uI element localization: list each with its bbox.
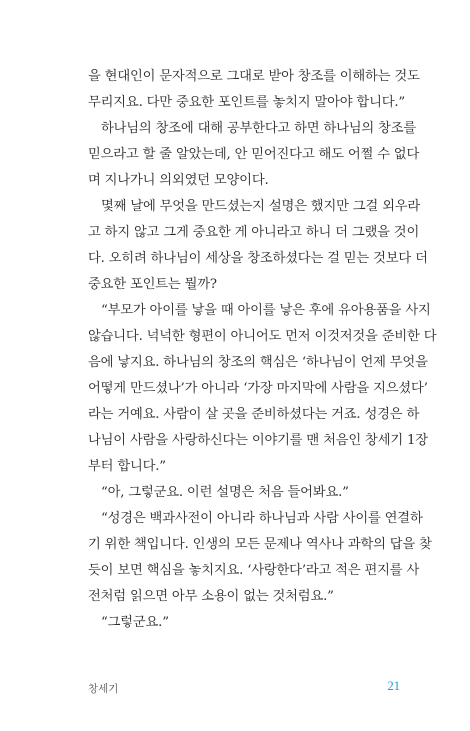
text-line: 하나님의 창조에 대해 공부한다고 하면 하나님의 창조를: [101, 121, 416, 136]
text-line: 않습니다. 넉넉한 형편이 아니어도 먼저 이것저것을 준비한 다: [88, 329, 437, 344]
running-footer-title: 창세기: [88, 683, 119, 695]
text-line: 기 위한 책입니다. 인생의 모든 문제나 역사나 과학의 답을 찾: [88, 537, 432, 552]
text-line: 며 지나가니 의외였던 모양이다.: [88, 173, 269, 188]
text-line: 다. 오히려 하나님이 세상을 창조하셨다는 걸 믿는 것보다 더: [88, 251, 428, 266]
text-line: “성경은 백과사전이 아니라 하나님과 사람 사이를 연결하: [101, 511, 423, 526]
page-number: 21: [387, 679, 400, 693]
text-line: 을 현대인이 문자적으로 그대로 받아 창조를 이해하는 것도: [88, 69, 420, 84]
text-line: “그렇군요.”: [101, 615, 169, 630]
text-line: 라는 거예요. 사람이 살 곳을 준비하셨다는 거죠. 성경은 하: [88, 407, 420, 422]
text-line: 중요한 포인트는 뭘까?: [88, 277, 217, 292]
text-line: 믿으라고 할 줄 알았는데, 안 믿어진다고 해도 어쩔 수 없다: [88, 147, 420, 162]
text-line: 몇째 날에 무엇을 만드셨는지 설명은 했지만 그걸 외우라: [101, 199, 421, 214]
text-line: 무리지요. 다만 중요한 포인트를 놓치지 말아야 합니다.”: [88, 95, 405, 110]
text-line: 나님이 사람을 사랑하신다는 이야기를 맨 처음인 창세기 1장: [88, 433, 428, 448]
text-line: 부터 합니다.”: [88, 459, 166, 474]
text-line: 어떻게 만드셨나’가 아니라 ‘가장 마지막에 사람을 지으셨다’: [88, 381, 428, 396]
text-line: 전처럼 읽으면 아무 소용이 없는 것처럼요.”: [88, 589, 334, 604]
text-line: 음에 낳지요. 하나님의 창조의 핵심은 ‘하나님이 언제 무엇을: [88, 355, 428, 370]
text-line: “부모가 아이를 낳을 때 아이를 낳은 후에 유아용품을 사지: [101, 303, 431, 318]
text-line: 고 하지 않고 그게 중요한 게 아니라고 하니 더 그랬을 것이: [88, 225, 420, 240]
text-line: “아, 그렇군요. 이런 설명은 처음 들어봐요.”: [101, 485, 349, 500]
text-line: 듯이 보면 핵심을 놓치지요. ‘사랑한다’라고 적은 편지를 사: [88, 563, 420, 578]
